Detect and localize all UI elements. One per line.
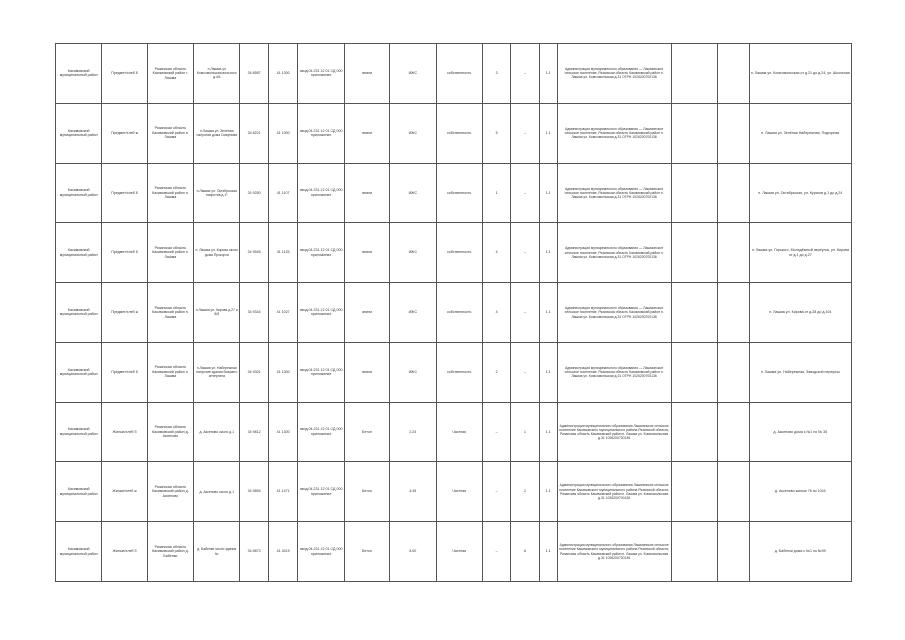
cell-empty <box>717 103 749 163</box>
cell-empty <box>671 44 717 104</box>
cell-cat: земли <box>344 342 389 402</box>
cell-type: Предмет/хлеб б <box>102 223 147 283</box>
cell-type: Предмет/хлеб ж <box>102 103 147 163</box>
cell-address: д. Аксеново около д.1 <box>194 402 240 462</box>
cell-empty <box>717 402 749 462</box>
cell-use: ИЖС <box>390 342 436 402</box>
cell-doc: свид.04.231 12 01 СД 000 приложение <box>298 462 344 522</box>
cell-cat: земли <box>344 223 389 283</box>
cell-area: 34.9873 <box>240 522 268 582</box>
cell-a: 4 <box>482 223 510 283</box>
table-row <box>56 342 852 402</box>
cell-district: Касимовский муниципальный район <box>56 103 102 163</box>
cell-owner: Администрация муниципального образования Лашминское сельское поселение Касимовского муниципального района Рязанской области, Рязанская область Касимовский район п. Лашма ул. Комсомольская д.31 1026200700136 <box>557 522 671 582</box>
cell-area: 34 9545 <box>240 223 268 283</box>
cell-area: 34 9344 <box>240 283 268 343</box>
cell-district: Касимовский муниципальный район <box>56 522 102 582</box>
cell-empty <box>717 522 749 582</box>
cell-note: д. Бабенки дома с №1 по №99 <box>749 522 851 582</box>
table-row <box>56 462 852 522</box>
cell-location: Рязанская область Касимовский район п. Лашма <box>147 283 193 343</box>
cell-b: – <box>511 163 539 223</box>
cell-location: Рязанская область Касимовский район п. Лашма <box>147 342 193 402</box>
cell-location: Рязанская область Касимовский район д. Аксеново <box>147 402 193 462</box>
cell-note: п. Лашма ул. Октябрьская, ул. Курсков д.1 до д.24 <box>749 163 851 223</box>
cell-owner: Администрация муниципального образования Лашминское сельское поселение Касимовского муниципального района Рязанской области, Рязанская область Касимовский район п. Лашма ул. Комсомольская д.31 1026200700136 <box>557 402 671 462</box>
cell-cat: земли <box>344 163 389 223</box>
cell-owner: Администрация муниципального образования — Лашминское сельское поселение, Рязанская область Касимовский район п. Лашма ул. Комсомольская д.31 ОГРН 1026200700136 <box>557 283 671 343</box>
cell-empty <box>671 163 717 223</box>
cell-note: п. Лашма ул. Набережная, Заводской переулок <box>749 342 851 402</box>
cell-owner: Администрация муниципального образования — Лашминское сельское поселение, Рязанская область Касимовский район п. Лашма ул. Комсомольская д.31 ОГРН 1026200700136 <box>557 223 671 283</box>
table-row <box>56 163 852 223</box>
cell-empty <box>671 402 717 462</box>
cell-note: п. Лашма ул. Комсомольская от д.21 до д.24, ул. Школьная <box>749 44 851 104</box>
cell-location: Рязанская область Касимовский район г. Лашма <box>147 44 193 104</box>
cell-cat: Бетон <box>344 462 389 522</box>
cell-empty <box>717 163 749 223</box>
cell-c: 1.1 <box>539 462 557 522</box>
cell-a: 2 <box>482 342 510 402</box>
register-table <box>55 43 852 582</box>
cell-area: 34 8221 <box>240 103 268 163</box>
cell-type: Предмет/хлеб ж <box>102 283 147 343</box>
cell-num: 41 1300 <box>268 103 298 163</box>
cell-empty <box>671 342 717 402</box>
table-row <box>56 402 852 462</box>
cell-district: Касимовский муниципальный район <box>56 163 102 223</box>
cell-num: 41 3419 <box>268 522 298 582</box>
cell-cat: земли <box>344 283 389 343</box>
cell-a: – <box>482 402 510 462</box>
cell-cat: земли <box>344 103 389 163</box>
cell-empty <box>717 283 749 343</box>
cell-empty <box>717 223 749 283</box>
cell-owner: Администрация муниципального образования Лашминское сельское поселение Касимовского муниципального района Рязанской области, Рязанская область Касимовский район п. Лашма ул. Комсомольская д.31 1026200700136 <box>557 462 671 522</box>
cell-b: 1 <box>511 402 539 462</box>
cell-doc: свид.04.231 12 01 СД 000 приложение <box>298 103 344 163</box>
cell-note: д. Аксеново жилые 76 по 1044 <box>749 462 851 522</box>
cell-a: 3 <box>482 44 510 104</box>
cell-area: 34 9250 <box>240 163 268 223</box>
cell-use: ИЖС <box>390 223 436 283</box>
cell-form: Частная <box>436 402 482 462</box>
cell-owner: Администрация муниципального образования — Лашминское сельское поселение, Рязанская область Касимовский район п. Лашма ул. Комсомольская д.31 ОГРН 1026200700136 <box>557 342 671 402</box>
cell-doc: свид.04.231 12 01 СД 000 приложение <box>298 44 344 104</box>
cell-district: Касимовский муниципальный район <box>56 44 102 104</box>
cell-doc: свид.04.231 12 01 СД 000 приложение <box>298 342 344 402</box>
cell-c: 1.1 <box>539 342 557 402</box>
cell-address: п.Лашма ул. Зелёная напротив дома Смирнова <box>194 103 240 163</box>
cell-doc: свид.04.231 12 01 СД 000 приложение <box>298 223 344 283</box>
cell-form: собственность <box>436 44 482 104</box>
cell-b: 2 <box>511 462 539 522</box>
cell-num: 41 1125 <box>268 223 298 283</box>
cell-doc: свид.04.231 12 01 СД 000 приложение <box>298 163 344 223</box>
cell-empty <box>717 462 749 522</box>
cell-location: Рязанская область Касимовский район п. Лашма <box>147 223 193 283</box>
cell-form: собственность <box>436 342 482 402</box>
cell-owner: Администрация муниципального образования — Лашминское сельское поселение, Рязанская область Касимовский район п. Лашма ул. Комсомольская д.31 ОГРН 1026200700136 <box>557 103 671 163</box>
cell-owner: Администрация муниципального образования — Лашминское сельское поселение, Рязанская область Касимовский район п. Лашма ул. Комсомольская д.31 ОГРН 1026200700136 <box>557 44 671 104</box>
cell-note: п. Лашма ул. Горького, Молодёжный переулок, ул. Кирова от д.1 до д.27 <box>749 223 851 283</box>
cell-b: – <box>511 103 539 163</box>
table-row <box>56 522 852 582</box>
cell-c: 1.1 <box>539 223 557 283</box>
cell-b: – <box>511 283 539 343</box>
cell-b: 6 <box>511 522 539 582</box>
cell-doc: свид.04.231 12 01 СД 000 приложение <box>298 522 344 582</box>
cell-empty <box>671 223 717 283</box>
cell-c: 1.1 <box>539 44 557 104</box>
cell-location: Рязанская область Касимовский район д. Бабенки <box>147 522 193 582</box>
cell-a: 4 <box>482 283 510 343</box>
cell-note: п. Лашма ул. Кирова от д.28 до д.104 <box>749 283 851 343</box>
cell-use: ИЖС <box>390 44 436 104</box>
cell-note: д. Аксеново дома с №1 по № 35 <box>749 402 851 462</box>
cell-district: Касимовский муниципальный район <box>56 283 102 343</box>
cell-district: Касимовский муниципальный район <box>56 342 102 402</box>
cell-cat: Бетон <box>344 402 389 462</box>
cell-use: ИЖС <box>390 283 436 343</box>
cell-area: 34 9301 <box>240 342 268 402</box>
cell-address: п.Лашма ул. Октябрьская напротив д.1* <box>194 163 240 223</box>
cell-area: 34 8587 <box>240 44 268 104</box>
cell-c: 1.1 <box>539 103 557 163</box>
cell-district: Касимовский муниципальный район <box>56 223 102 283</box>
cell-a: 1 <box>482 163 510 223</box>
cell-c: 1.1 <box>539 283 557 343</box>
cell-type: Жилые/хлеб б <box>102 522 147 582</box>
cell-area: 34 9894 <box>240 462 268 522</box>
cell-b: – <box>511 342 539 402</box>
cell-address: п. Лашма ул. Кирова около дома Прокорта <box>194 223 240 283</box>
table-row <box>56 103 852 163</box>
cell-district: Касимовский муниципальный район <box>56 402 102 462</box>
cell-location: Рязанская область Касимовский район д. Аксеново <box>147 462 193 522</box>
table-row <box>56 44 852 104</box>
cell-c: 1.1 <box>539 522 557 582</box>
cell-form: собственность <box>436 223 482 283</box>
cell-num: 41 1107 <box>268 163 298 223</box>
cell-num: 41 1471 <box>268 462 298 522</box>
cell-district: Касимовский муниципальный район <box>56 462 102 522</box>
cell-a: – <box>482 462 510 522</box>
cell-a: – <box>482 522 510 582</box>
table-row <box>56 283 852 343</box>
cell-doc: свид.04.231 12 01 СД 000 приложение <box>298 283 344 343</box>
cell-b: – <box>511 223 539 283</box>
cell-address: д. Аксеново около д.1 <box>194 462 240 522</box>
cell-note: п. Лашма ул. Зелёная Набережная, Подгорная <box>749 103 851 163</box>
cell-use: 2.24 <box>390 402 436 462</box>
cell-address: п.Лашма ул Комсомольская,вольного д.4/4 <box>194 44 240 104</box>
cell-empty <box>671 103 717 163</box>
cell-empty <box>671 283 717 343</box>
cell-type: Жилые/хлеб б <box>102 402 147 462</box>
cell-use: 4.45 <box>390 462 436 522</box>
cell-form: собственность <box>436 283 482 343</box>
cell-use: 8.00 <box>390 522 436 582</box>
cell-use: ИЖС <box>390 103 436 163</box>
cell-b: – <box>511 44 539 104</box>
cell-address: п.Лашма ул. Кирова д.27 и 8/8 <box>194 283 240 343</box>
cell-address: п.Лашма ул. Набережная напротив здания бывшего интерната <box>194 342 240 402</box>
cell-form: собственность <box>436 103 482 163</box>
cell-a: 5 <box>482 103 510 163</box>
cell-form: Частная <box>436 462 482 522</box>
cell-type: Предмет/хлеб б <box>102 342 147 402</box>
cell-location: Рязанская область Касимовский район п. Лашма <box>147 103 193 163</box>
cell-empty <box>717 44 749 104</box>
cell-form: Частная <box>436 522 482 582</box>
cell-doc: свид.04.231 12 01 СД 000 приложение <box>298 402 344 462</box>
cell-empty <box>671 522 717 582</box>
register-sheet <box>55 43 852 581</box>
cell-empty <box>671 462 717 522</box>
table-row <box>56 223 852 283</box>
cell-type: Предмет/хлеб б <box>102 163 147 223</box>
cell-c: 1.1 <box>539 402 557 462</box>
cell-num: 41 1300 <box>268 342 298 402</box>
cell-location: Рязанская область Касимовский район п. Лашма <box>147 163 193 223</box>
cell-type: Предмет/хлеб б <box>102 44 147 104</box>
cell-c: 1.1 <box>539 163 557 223</box>
cell-cat: Бетон <box>344 522 389 582</box>
cell-form: собственность <box>436 163 482 223</box>
cell-cat: земли <box>344 44 389 104</box>
cell-num: 41 1300 <box>268 402 298 462</box>
cell-owner: Администрация муниципального образования — Лашминское сельское поселение, Рязанская область Касимовский район п. Лашма ул. Комсомольская д.31 ОГРН 1026200700136 <box>557 163 671 223</box>
cell-address: д. Бабенки около здания № <box>194 522 240 582</box>
cell-num: 41 1027 <box>268 283 298 343</box>
cell-empty <box>717 342 749 402</box>
cell-num: 41 1300 <box>268 44 298 104</box>
cell-use: ИЖС <box>390 163 436 223</box>
cell-type: Жилые/хлеб ж <box>102 462 147 522</box>
cell-area: 34 9812 <box>240 402 268 462</box>
